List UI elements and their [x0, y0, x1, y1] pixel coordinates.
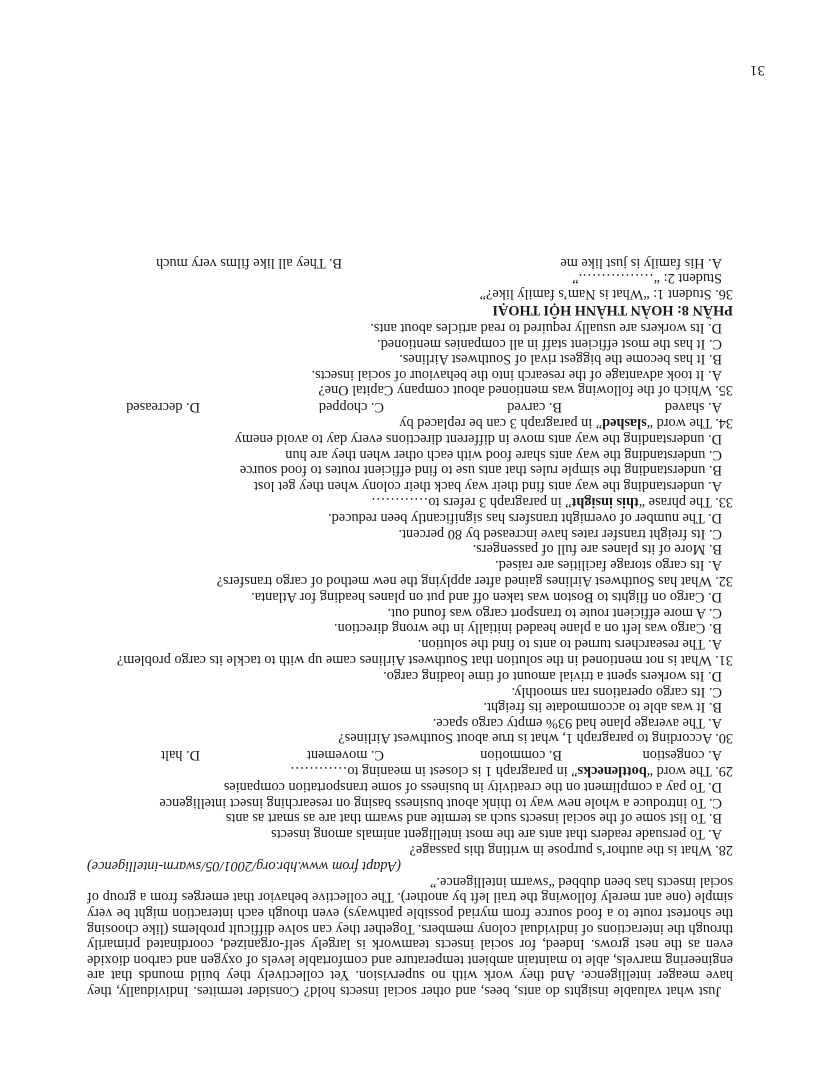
option-c: C. It has the most efficient staff in all companies mentioned. [377, 335, 722, 352]
question-stem: 32. What has Southwest Airlines gained after applying the new method of cargo transfers? [216, 572, 733, 589]
option-c: C. Its freight transfer rates have increased by 80 percent. [398, 525, 722, 542]
option-a: A. It took advantage of the research into the behaviour of social insects. [311, 366, 722, 383]
option-d: D. Its workers are usually required to read articles about ants. [370, 320, 722, 337]
question-33 [87, 431, 733, 509]
option-row [87, 254, 733, 270]
question-stem [87, 762, 733, 778]
question-stem [87, 493, 733, 509]
option-a: A. shaved [664, 399, 722, 416]
option-b: B. Cargo was left on a plane headed initially in the wrong direction. [333, 620, 722, 637]
question-31 [87, 589, 733, 667]
question-stem: 28. What is the author’s purpose in writing this passage? [409, 841, 733, 858]
option-c: C. A more efficient route to transport cargo was found out. [387, 604, 722, 621]
question-stem: 35. Which of the following was mentioned about company Capital One? [318, 382, 733, 399]
question-28 [87, 779, 733, 857]
option-c: C. understanding the way ants share food with each other when they are hun [285, 446, 722, 463]
option-b: B. They all like films very much [156, 254, 342, 271]
option-a: A. The average plane had 93% empty cargo space. [432, 714, 722, 731]
stem-text: ” in paragraph 1 is closest in meaning to………… [290, 762, 578, 779]
option-d: D. decreased [126, 399, 200, 416]
option-c: C. chopped [318, 399, 384, 416]
option-d: D. Its workers spent a trivial amount of time loading cargo. [383, 668, 722, 685]
stem-text: ” in paragraph 3 can be replaced by [399, 414, 603, 431]
option-a: A. understanding the way ants find their way back their colony when they get lost [253, 478, 722, 494]
option-b: B. It has become the biggest rival of Southwest Airlines. [399, 351, 722, 368]
question-32 [87, 510, 733, 588]
option-a: A. To persuade readers that ants are the most intelligent animals among insects [271, 826, 722, 843]
option-a: A. congestion [642, 747, 722, 764]
option-b: B. More of its planes are full of passengers. [472, 541, 722, 558]
stem-text: 34. The word “ [646, 414, 733, 431]
option-d: D. To pay a compliment on the creativity in business of some transportation companies [223, 779, 722, 796]
section-title: PHẦN 8: HOÀN THÀNH HỘI THOẠI [492, 302, 733, 319]
question-stem: 31. What is not mentioned in the solution that Southwest Airlines came up with to tackle its cargo problem? [116, 651, 733, 668]
option-d: D. The number of overnight transfers has significantly been reduced. [328, 510, 722, 527]
question-29 [87, 747, 733, 778]
option-b: B. understanding the simple rules that ants use to find efficient routes to food source [239, 462, 722, 479]
option-c: C. movement [306, 747, 384, 764]
stem-text: 33. The phrase “ [638, 493, 733, 510]
option-b: B. It was able to accommodate its freight. [483, 699, 722, 716]
stem-text: 29. The word “ [646, 762, 733, 779]
page-content [87, 254, 733, 998]
option-a: A. Its cargo storage facilities are raised. [495, 556, 722, 573]
page-number: 31 [750, 62, 765, 78]
option-b: B. To list some of the social insects such as termite and swarm that are as smart as ants [225, 810, 722, 827]
option-row [87, 398, 733, 414]
question-stem [87, 414, 733, 430]
passage-source: (Adapt from www.hbr.org/2001/05/swarm-intelligence) [87, 858, 401, 875]
question-35 [87, 319, 733, 397]
question-36 [87, 254, 733, 301]
student-2-line: Student 2: “…………….” [572, 270, 722, 287]
question-34 [87, 398, 733, 429]
stem-keyword: bottlenecks [577, 762, 647, 779]
option-d: D. halt [161, 747, 200, 764]
stem-keyword: this insight [571, 493, 639, 510]
option-a: A. The researchers turned to ants to find the solution. [417, 635, 722, 652]
question-stem: 30. According to paragraph 1, what is true about Southwest Airlines? [338, 730, 733, 747]
option-a: A. His family is just like me [560, 254, 722, 271]
option-c: C. Its cargo operations ran smoothly. [511, 683, 722, 700]
option-row [87, 747, 733, 763]
question-stem: 36. Student 1: “What is Nam’s family like?” [479, 285, 733, 302]
option-d: D. understanding the way ants move in different directions every day to avoid enemy [234, 431, 722, 448]
option-b: B. commotion [480, 747, 562, 764]
option-d: D. Cargo on flights to Boston was taken off and put on planes heading for Atlanta. [251, 589, 722, 606]
option-c: C. To introduce a whole new way to think about business basing on researching insect intelligence [159, 794, 722, 811]
stem-text: ” in paragraph 3 refers to………… [371, 493, 572, 510]
question-30 [87, 668, 733, 746]
reading-passage: Just what valuable insights do ants, bees, and other social insects hold? Consider termites. Individually, they have meager intelligence. And they work with no supervision. Yet collectively they build mounds that are engineering marvels, able to maintain ambient temperature and comfortable levels of oxygen and carbon dioxide even as the nest grows. Indeed, for social insects teamwork is largely self-organized, coordinated primarily through the interactions of individual colony members. Together they can solve difficult problems (like choosing the shortest route to a food source from myriad possible pathways) even though each interaction might be very simple (one ant merely following the trail left by another). The collective behavior that emerges from a group of social insects has been dubbed “swarm intelligence.” [87, 873, 733, 999]
stem-keyword: slashed [602, 414, 647, 431]
option-b: B. carved [507, 399, 562, 416]
